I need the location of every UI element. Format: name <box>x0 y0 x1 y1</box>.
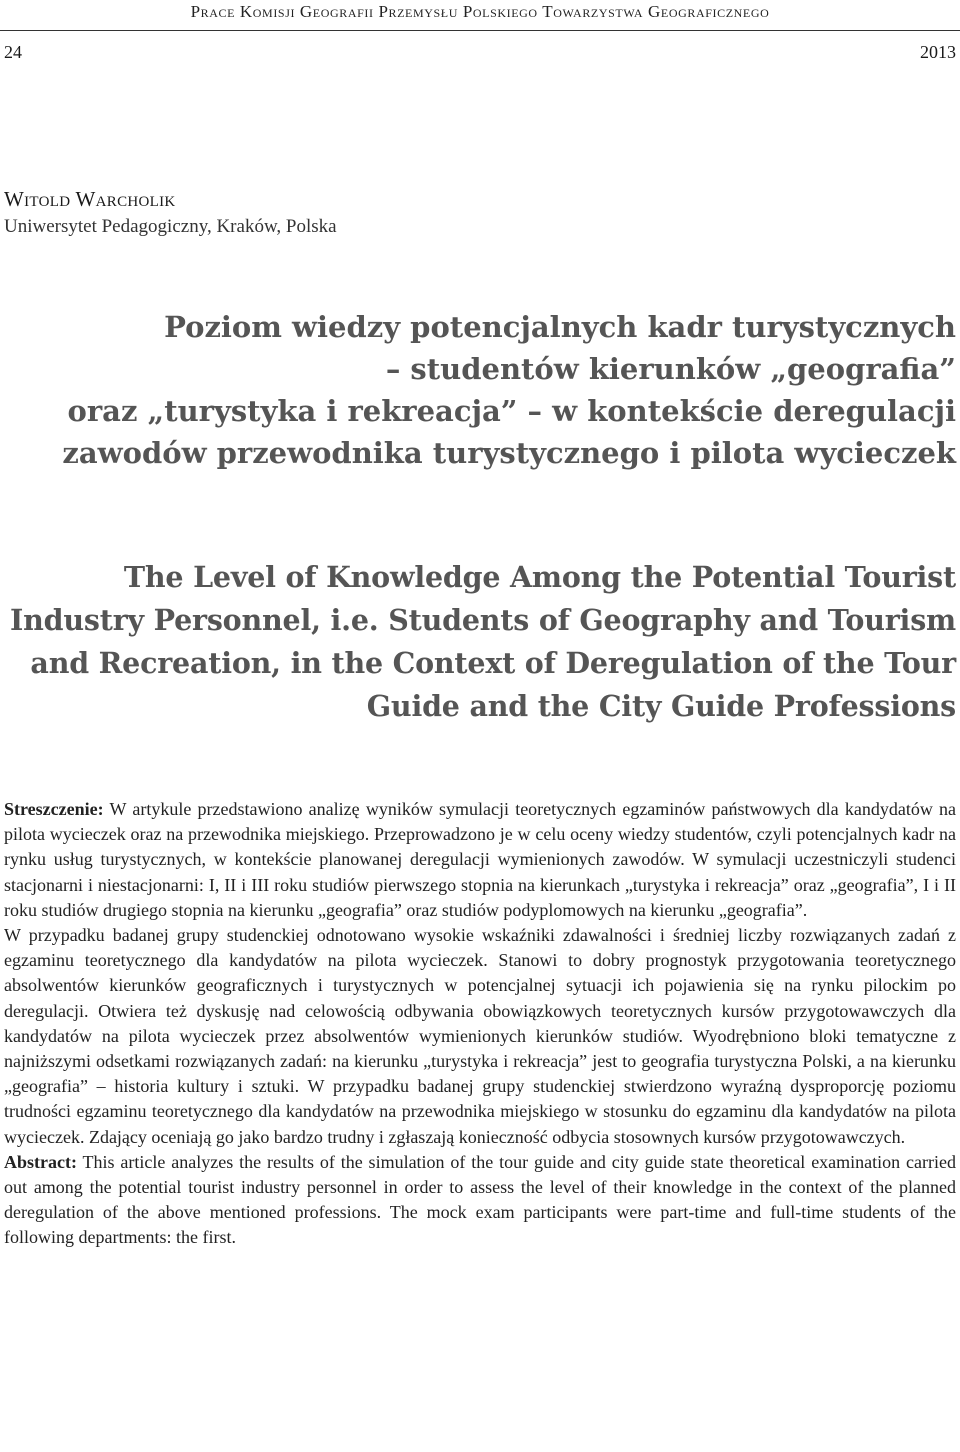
abstract-label: Abstract: <box>4 1151 77 1172</box>
abstract-section <box>4 797 956 1251</box>
publication-year: 2013 <box>920 42 956 62</box>
title-polish <box>56 306 956 474</box>
streszczenie-paragraph-2: W przypadku badanej grupy studenckiej odnotowano wysokie wskaźniki zdawalności i średniej liczby rozwiązanych zadań z egzaminu teoretycznego dla kandydatów na pilota wycieczek. Stanowi to dobry prognostyk przygotowania teoretycznego absolwentów kierunków geograficznych i turystycznych w potencjalnej sytuacji ich pojawienia się na rynku pilockim po deregulacji. Otwiera też dyskusję nad celowością odbywania obowiązkowych teoretycznych kursów przygotowawczych dla kandydatów na pilota wycieczek przez absolwentów wymienionych kierunków studiów. Wyodrębniono bloki tematyczne z najniższymi odsetkami rozwiązanych zadań: na kierunku „turystyka i rekreacja” jest to geografia turystyczna Polski, a na kierunku „geografia” – historia kultury i sztuki. W przypadku badanej grupy studenckiej stwierdzono wyraźną dysproporcję poziomu trudności egzaminu teoretycznego dla kandydatów na przewodnika miejskiego w stosunku do egzaminu dla kandydatów na pilota wycieczek. Zdający oceniają go jako bardzo trudny i zgłaszają konieczność odbycia stosownych kursów przygotowawczych. <box>4 925 956 1147</box>
author-name: Witold Warcholik <box>4 187 176 211</box>
streszczenie-text-1: W artykule przedstawiono analizę wyników symulacji teoretycznych egzaminów państwowych dla kandydatów na pilota wycieczek oraz na przewodnika miejskiego. Przeprowadzono je w celu oceny wiedzy studentów, czyli potencjalnych kadr na rynku usług turystycznych, w kontekście planowanej deregulacji wymienionych zawodów. W symulacji uczestniczyli studenci stacjonarni i niestacjonarni: I, II i III roku studiów pierwszego stopnia na kierunkach „turystyka i rekreacja” oraz „geografia”, I i II roku studiów drugiego stopnia na kierunku „geografia” oraz studiów podyplomowych na kierunku „geografia”. <box>4 799 956 920</box>
header-rule <box>0 30 960 31</box>
abstract-text: This article analyzes the results of the simulation of the tour guide and city guide state theoretical examination carried out among the potential tourist industry personnel in order to assess the level of their knowledge in the context of the planned deregulation of the above mentioned professions. The mock exam participants were part-time and full-time students of the following departments: the first. <box>4 1151 956 1248</box>
author-affiliation: Uniwersytet Pedagogiczny, Kraków, Polska <box>4 216 337 237</box>
title-english-line: Industry Personnel, i.e. Students of Geography and Tourism <box>10 603 956 637</box>
title-polish-line: oraz „turystyka i rekreacja” – w kontekście deregulacji <box>67 394 956 428</box>
title-polish-line: – studentów kierunków „geografia” <box>385 352 956 386</box>
title-polish-line: Poziom wiedzy potencjalnych kadr turystycznych <box>164 310 956 344</box>
title-english <box>0 556 956 728</box>
streszczenie-paragraph-1 <box>4 797 956 923</box>
title-english-line: The Level of Knowledge Among the Potential Tourist <box>123 560 956 594</box>
title-polish-line: zawodów przewodnika turystycznego i pilota wycieczek <box>62 436 956 470</box>
running-head: Prace Komisji Geografii Przemysłu Polskiego Towarzystwa Geograficznego <box>190 2 770 21</box>
abstract-paragraph <box>4 1150 956 1251</box>
streszczenie-label: Streszczenie: <box>4 799 104 819</box>
title-english-line: and Recreation, in the Context of Deregulation of the Tour <box>30 646 956 680</box>
page-number: 24 <box>4 42 22 62</box>
title-english-line: Guide and the City Guide Professions <box>366 689 956 723</box>
